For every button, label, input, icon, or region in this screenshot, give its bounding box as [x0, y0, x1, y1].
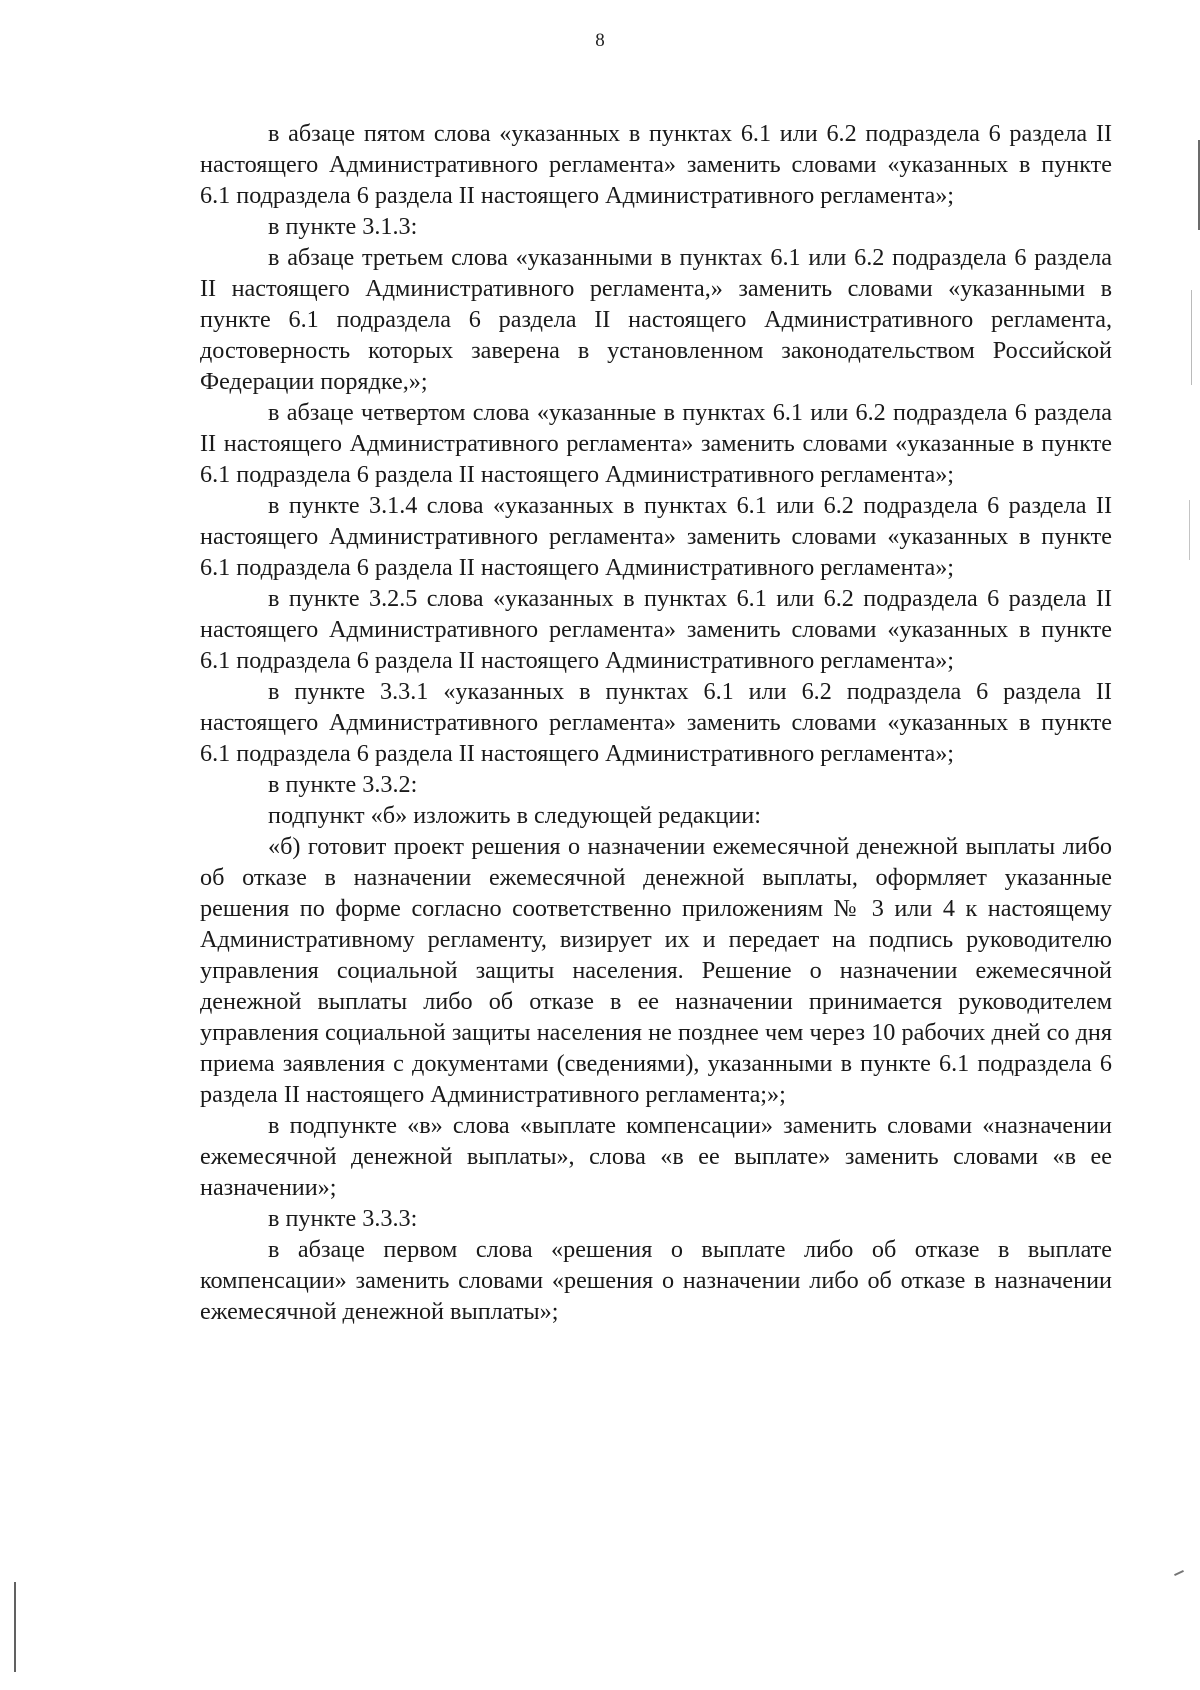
scan-edge-mark [1189, 500, 1190, 560]
paragraph-abzac-chetvertyj: в абзаце четвертом слова «указанные в пунктах 6.1 или 6.2 подраздела 6 раздела II настоящего Административного регламента» заменить словами «указанные в пункте 6.1 подраздела 6 раздела II настоящего Административного регламента»; [200, 399, 1112, 488]
paragraph-podpunkt-b-heading: подпункт «б» изложить в следующей редакции: [268, 802, 761, 829]
paragraph-punkt-3-1-4: в пункте 3.1.4 слова «указанных в пунктах 6.1 или 6.2 подраздела 6 раздела II настоящего Административного регламента» заменить словами «указанных в пункте 6.1 подраздела 6 раздела II настоящего Административного регламента»; [200, 492, 1112, 581]
scan-edge-mark [14, 1582, 16, 1672]
paragraph-punkt-3-3-2-heading: в пункте 3.3.2: [268, 771, 418, 798]
paragraph-podpunkt-b-text: «б) готовит проект решения о назначении ежемесячной денежной выплаты либо об отказе в назначении ежемесячной денежной выплаты, оформляет указанные решения по форме согласно соответственно приложениям № 3 или 4 к настоящему Административному регламенту, визирует их и передает на подпись руководителю управления социальной защиты населения. Решение о назначении ежемесячной денежной выплаты либо об отказе в ее назначении принимается руководителем управления социальной защиты населения не позднее чем через 10 рабочих дней со дня приема заявления с документами (сведениями), указанными в пункте 6.1 подраздела 6 раздела II настоящего Административного регламента;»; [200, 833, 1112, 1108]
document-body [200, 118, 1112, 1327]
paragraph-abzac-pyatyj: в абзаце пятом слова «указанных в пунктах 6.1 или 6.2 подраздела 6 раздела II настоящего Административного регламента» заменить словами «указанных в пункте 6.1 подраздела 6 раздела II настоящего Административного регламента»; [200, 120, 1112, 209]
paragraph-punkt-3-1-3-heading: в пункте 3.1.3: [268, 213, 418, 240]
page-number: 8 [595, 30, 605, 51]
paragraph-punkt-3-2-5: в пункте 3.2.5 слова «указанных в пунктах 6.1 или 6.2 подраздела 6 раздела II настоящего Административного регламента» заменить словами «указанных в пункте 6.1 подраздела 6 раздела II настоящего Административного регламента»; [200, 585, 1112, 674]
scan-edge-mark [1191, 290, 1192, 385]
paragraph-abzac-pervyj: в абзаце первом слова «решения о выплате либо об отказе в выплате компенсации» заменить словами «решения о назначении либо об отказе в назначении ежемесячной денежной выплаты»; [200, 1236, 1112, 1325]
paragraph-podpunkt-v: в подпункте «в» слова «выплате компенсации» заменить словами «назначении ежемесячной денежной выплаты», слова «в ее выплате» заменить словами «в ее назначении»; [200, 1112, 1112, 1201]
paragraph-punkt-3-3-1: в пункте 3.3.1 «указанных в пунктах 6.1 или 6.2 подраздела 6 раздела II настоящего Административного регламента» заменить словами «указанных в пункте 6.1 подраздела 6 раздела II настоящего Административного регламента»; [200, 678, 1112, 767]
paragraph-punkt-3-3-3-heading: в пункте 3.3.3: [268, 1205, 418, 1232]
paragraph-abzac-tretij: в абзаце третьем слова «указанными в пунктах 6.1 или 6.2 подраздела 6 раздела II настоящего Административного регламента,» заменить словами «указанными в пункте 6.1 подраздела 6 раздела II настоящего Административного регламента, достоверность которых заверена в установленном законодательством Российской Федерации порядке,»; [200, 244, 1112, 395]
scan-edge-mark [1174, 1570, 1184, 1576]
